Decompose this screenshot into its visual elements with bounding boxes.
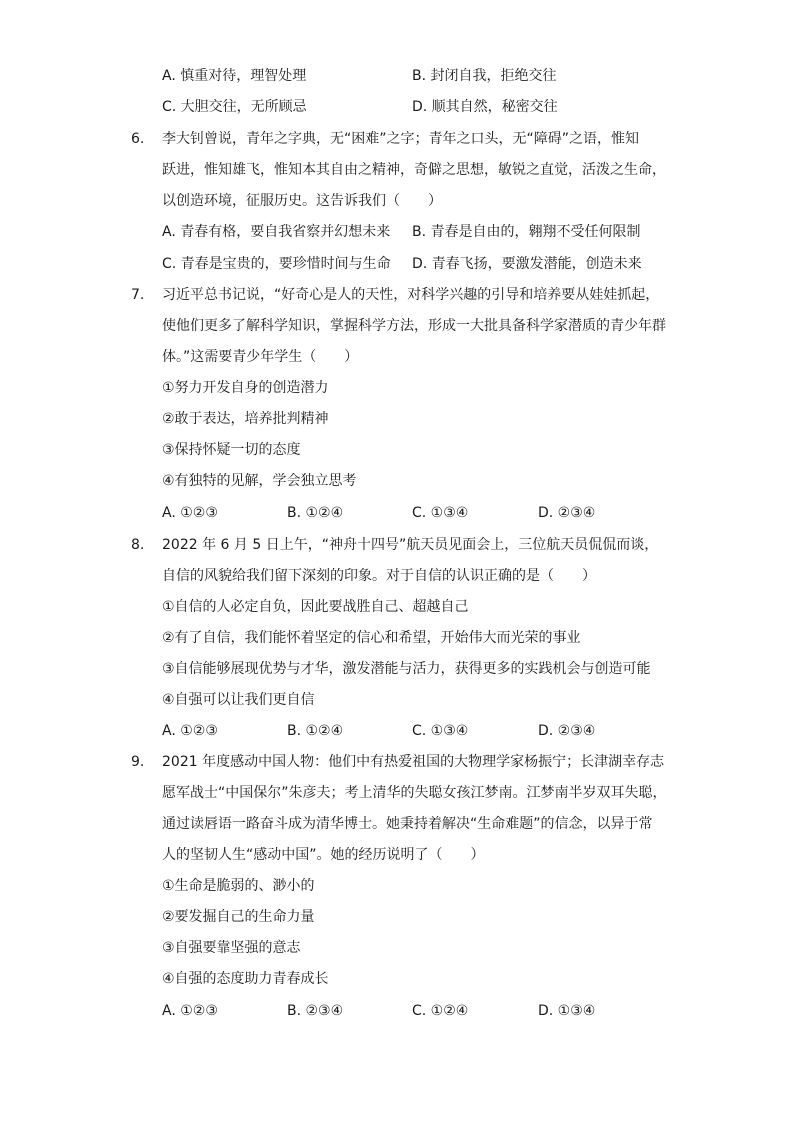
q9-statement-2: ②要发掘自己的生命力量 — [162, 909, 315, 925]
q7-number: 7. — [131, 287, 145, 303]
q6-option-c: C. 青春是宝贵的，要珍惜时间与生命 — [162, 256, 391, 272]
q9-stem-line-4: 人的坚韧人生“感动中国”。她的经历说明了（ ） — [162, 847, 485, 863]
q9-stem-line-1: 2021 年度感动中国人物：他们中有热爱祖国的大物理学家杨振宁；长津湖幸存志 — [162, 754, 665, 770]
q9-stem-line-2: 愿军战士“中国保尔”朱彦夫；考上清华的失聪女孩江梦南。江梦南半岁双耳失聪， — [162, 785, 667, 801]
q6-number: 6. — [131, 131, 145, 147]
q6-stem-line-1: 李大钊曾说，青年之字典，无“困难”之字；青年之口头，无“障碍”之语，惟知 — [162, 131, 640, 147]
q8-number: 8. — [131, 537, 145, 553]
q8-statement-1: ①自信的人必定自负，因此要战胜自己、超越自己 — [162, 599, 469, 615]
q8-option-b: B. ①②④ — [287, 723, 344, 739]
q7-option-c: C. ①③④ — [412, 505, 469, 521]
q8-option-a: A. ①②③ — [162, 723, 218, 739]
q7-statement-4: ④有独特的见解，学会独立思考 — [162, 473, 357, 489]
q9-option-b: B. ②③④ — [287, 1003, 344, 1019]
q7-option-b: B. ①②④ — [287, 505, 344, 521]
q6-option-d: D. 青春飞扬，要激发潜能，创造未来 — [412, 256, 642, 272]
q5-option-c: C. 大胆交往，无所顾忌 — [162, 99, 307, 115]
q9-option-a: A. ①②③ — [162, 1003, 218, 1019]
q8-stem-line-2: 自信的风貌给我们留下深刻的印象。对于自信的认识正确的是（ ） — [162, 568, 596, 584]
q6-option-a: A. 青春有格，要自我省察并幻想未来 — [162, 224, 391, 240]
q7-stem-line-1: 习近平总书记说，“好奇心是人的天性，对科学兴趣的引导和培养要从娃娃抓起， — [162, 287, 660, 303]
q9-number: 9. — [131, 754, 145, 770]
q6-option-b: B. 青春是自由的，翱翔不受任何限制 — [412, 224, 641, 240]
q9-statement-4: ④自强的态度助力青春成长 — [162, 971, 329, 987]
q8-option-d: D. ②③④ — [538, 723, 596, 739]
q7-stem-line-2: 使他们更多了解科学知识，掌握科学方法，形成一大批具备科学家潜质的青少年群 — [162, 318, 666, 334]
q6-stem-line-3: 以创造环境，征服历史。这告诉我们（ ） — [162, 193, 442, 209]
q5-option-b: B. 封闭自我，拒绝交往 — [412, 68, 557, 84]
q8-statement-4: ④自强可以让我们更自信 — [162, 692, 315, 708]
q8-option-c: C. ①③④ — [412, 723, 469, 739]
q7-statement-3: ③保持怀疑一切的态度 — [162, 442, 301, 458]
q7-statement-2: ②敢于表达，培养批判精神 — [162, 411, 329, 427]
q8-statement-3: ③自信能够展现优势与才华，激发潜能与活力，获得更多的实践机会与创造可能 — [162, 661, 651, 677]
q7-option-d: D. ②③④ — [538, 505, 596, 521]
q9-statement-1: ①生命是脆弱的、渺小的 — [162, 878, 315, 894]
q9-option-d: D. ①③④ — [538, 1003, 596, 1019]
q9-stem-line-3: 通过读唇语一路奋斗成为清华博士。她秉持着解决“生命难题”的信念，以异于常 — [162, 816, 653, 832]
q5-option-d: D. 顺其自然，秘密交往 — [412, 99, 558, 115]
q5-option-a: A. 慎重对待，理智处理 — [162, 68, 307, 84]
q9-statement-3: ③自强要靠坚强的意志 — [162, 940, 301, 956]
q8-statement-2: ②有了自信，我们能怀着坚定的信心和希望，开始伟大而光荣的事业 — [162, 630, 581, 646]
q9-option-c: C. ①②④ — [412, 1003, 469, 1019]
q7-option-a: A. ①②③ — [162, 505, 218, 521]
q8-stem-line-1: 2022 年 6 月 5 日上午，“神舟十四号”航天员见面会上，三位航天员侃侃而谈， — [162, 537, 659, 553]
q7-stem-line-3: 体。”这需要青少年学生（ ） — [162, 349, 359, 365]
q6-stem-line-2: 跃进，惟知雄飞，惟知本其自由之精神，奇僻之思想，敏锐之直觉，活泼之生命， — [162, 162, 666, 178]
q7-statement-1: ①努力开发自身的创造潜力 — [162, 380, 329, 396]
